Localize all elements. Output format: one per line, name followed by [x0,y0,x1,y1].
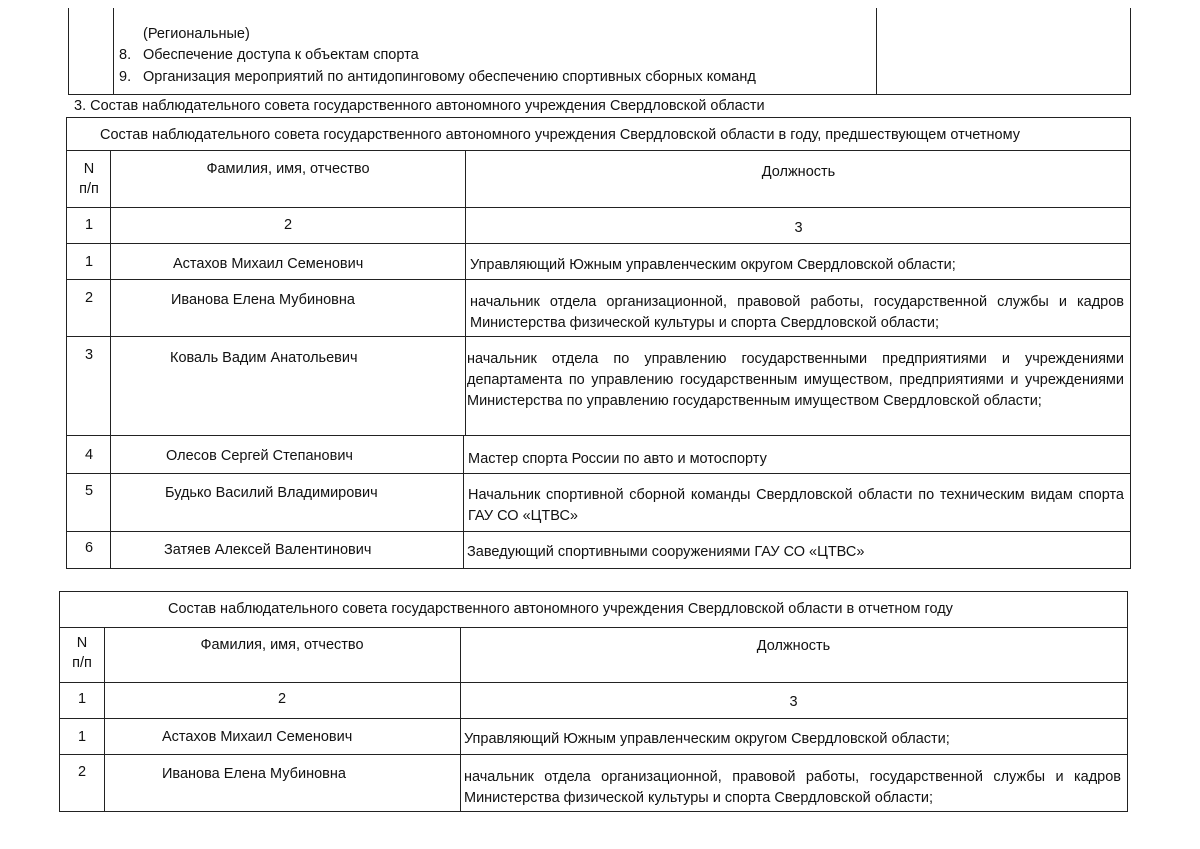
header-number-sub: п/п [79,181,99,197]
row-full-name: Будько Василий Владимирович [165,485,378,501]
index-cell: 2 [277,691,287,707]
row-position: Заведующий спортивными сооружениями ГАУ СО «ЦТВС» [467,544,865,560]
index-cell: 3 [794,220,803,236]
item-9-number: 9. [119,69,132,85]
row-position: Начальник спортивной сборной команды Свердловской области по техническим видам спорта ГАУ СО «ЦТВС» [468,487,1124,524]
row-position: начальник отдела организационной, правовой работы, государственной службы и кадров Министерства физической культуры и спорта Свердловской области; [470,294,1124,331]
row-number: 1 [84,254,94,270]
row-full-name: Олесов Сергей Степанович [166,448,353,464]
table-caption: Состав наблюдательного совета государственного автономного учреждения Свердловской области в году, предшествующем отчетному [100,127,1020,143]
row-position: начальник отдела организационной, правовой работы, государственной службы и кадров Министерства физической культуры и спорта Свердловской области; [464,769,1121,806]
index-cell: 1 [84,217,94,233]
row-full-name: Астахов Михаил Семенович [162,729,353,745]
row-full-name: Иванова Елена Мубиновна [162,766,346,782]
section-title: 3. Состав наблюдательного совета государственного автономного учреждения Свердловской области [74,98,765,114]
header-position: Должность [756,638,831,654]
header-full-name: Фамилия, имя, отчество [206,161,370,177]
index-cell: 1 [77,691,87,707]
row-full-name: Коваль Вадим Анатольевич [170,350,358,366]
row-position: начальник отдела по управлению государственными предприятиями и учреждениями департамента по управлению государственным имуществом, предприятиями и учреждениями Министерства по управлению государственным имуществом Свердловской области; [467,351,1124,409]
regional-label: (Региональные) [143,26,250,42]
header-number: N [83,161,95,177]
row-position: Управляющий Южным управленческим округом Свердловской области; [470,257,956,273]
item-8-text: Обеспечение доступа к объектам спорта [143,47,419,63]
header-number: N [76,635,88,651]
index-cell: 2 [283,217,293,233]
row-number: 2 [84,290,94,306]
header-full-name: Фамилия, имя, отчество [200,637,364,653]
row-number: 1 [77,729,87,745]
row-number: 2 [77,764,87,780]
item-8-number: 8. [119,47,132,63]
row-full-name: Астахов Михаил Семенович [173,256,364,272]
row-position: Управляющий Южным управленческим округом Свердловской области; [464,731,950,747]
header-position: Должность [761,164,836,180]
row-full-name: Иванова Елена Мубиновна [171,292,355,308]
row-number: 6 [84,540,94,556]
header-number-sub: п/п [72,655,92,671]
index-cell: 3 [789,694,798,710]
row-number: 3 [84,347,94,363]
row-number: 5 [84,483,94,499]
row-number: 4 [84,447,94,463]
table-caption: Состав наблюдательного совета государственного автономного учреждения Свердловской области в отчетном году [168,601,953,617]
row-position: Мастер спорта России по авто и мотоспорту [468,451,767,467]
row-full-name: Затяев Алексей Валентинович [164,542,372,558]
item-9-text: Организация мероприятий по антидопинговому обеспечению спортивных сборных команд [143,69,756,85]
